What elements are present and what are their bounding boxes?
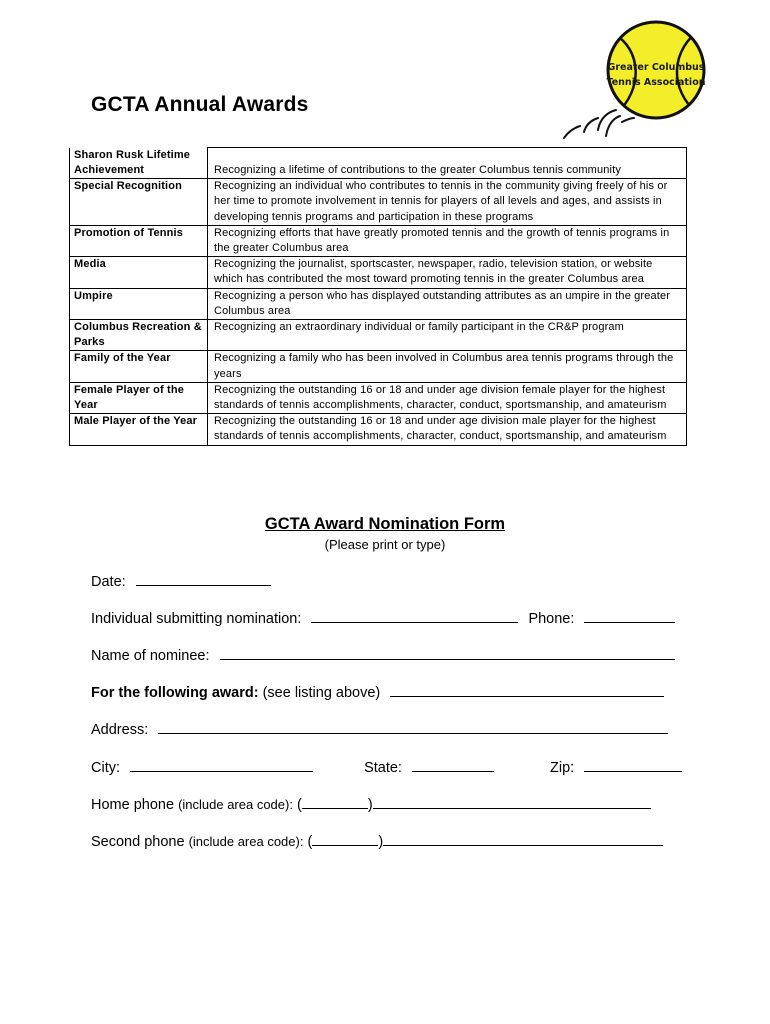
home-paren-open: ( bbox=[297, 797, 302, 813]
second-phone-label: Second phone bbox=[91, 834, 185, 850]
award-row bbox=[70, 288, 687, 319]
award-description: Recognizing the outstanding 16 or 18 and under age division female player for the highest standards of tennis accomplishments, character, conduct, sportsmanship, and amateurism bbox=[208, 382, 687, 413]
award-label-note: (see listing above) bbox=[262, 685, 381, 701]
award-row bbox=[91, 683, 664, 701]
logo-line-2: Tennis Association bbox=[606, 77, 706, 88]
award-name: Media bbox=[70, 257, 208, 288]
award-name: Columbus Recreation & Parks bbox=[70, 320, 208, 351]
award-description: Recognizing an extraordinary individual or family participant in the CR&P program bbox=[208, 320, 687, 351]
second-phone-note: (include area code): bbox=[188, 834, 304, 849]
award-description: Recognizing a lifetime of contributions to the greater Columbus tennis community bbox=[214, 164, 621, 176]
award-field[interactable] bbox=[390, 683, 664, 697]
nominee-row bbox=[91, 646, 675, 664]
second-phone-row bbox=[91, 832, 663, 850]
submitter-field[interactable] bbox=[311, 609, 518, 623]
home-phone-note: (include area code): bbox=[178, 797, 293, 812]
award-row bbox=[70, 257, 687, 288]
form-title: GCTA Award Nomination Form bbox=[264, 515, 506, 533]
awards-table bbox=[69, 147, 687, 446]
address-label: Address: bbox=[91, 722, 149, 738]
city-field[interactable] bbox=[130, 758, 313, 772]
gcta-logo bbox=[556, 14, 716, 144]
award-name: Male Player of the Year bbox=[70, 414, 208, 445]
award-row bbox=[70, 179, 687, 226]
logo-line-1: Greater Columbus bbox=[607, 62, 705, 73]
award-name: Umpire bbox=[70, 288, 208, 319]
home-phone-label: Home phone bbox=[91, 797, 175, 813]
award-row bbox=[70, 414, 687, 445]
award-name: Female Player of the Year bbox=[70, 382, 208, 413]
award-name: Family of the Year bbox=[70, 351, 208, 382]
award-row bbox=[70, 225, 687, 256]
award-row bbox=[70, 320, 687, 351]
award-name: Promotion of Tennis bbox=[70, 225, 208, 256]
award-description: Recognizing the journalist, sportscaster, newspaper, radio, television station, or website which has contributed the most toward promoting tennis in the greater Columbus area bbox=[208, 257, 687, 288]
date-label: Date: bbox=[91, 574, 126, 590]
second-area-code-field[interactable] bbox=[312, 832, 378, 846]
home-area-code-field[interactable] bbox=[302, 795, 368, 809]
award-label: For the following award: bbox=[91, 685, 259, 701]
state-field[interactable] bbox=[412, 758, 494, 772]
second-phone-field[interactable] bbox=[383, 832, 663, 846]
motion-lines-icon bbox=[564, 110, 634, 138]
address-row bbox=[91, 720, 668, 738]
home-phone-field[interactable] bbox=[373, 795, 651, 809]
award-description: Recognizing an individual who contributes to tennis in the community giving freely of his or her time to promote involvement in tennis for players of all levels and ages, and assists in developing tennis programs and participation in these programs bbox=[208, 179, 687, 226]
state-label: State: bbox=[364, 760, 402, 776]
award-description: Recognizing efforts that have greatly promoted tennis and the growth of tennis programs in the greater Columbus area bbox=[208, 225, 687, 256]
home-phone-row bbox=[91, 795, 651, 813]
award-description-cell bbox=[208, 148, 687, 179]
zip-field[interactable] bbox=[584, 758, 682, 772]
award-name: Special Recognition bbox=[70, 179, 208, 226]
nominee-field[interactable] bbox=[220, 646, 675, 660]
award-row bbox=[70, 148, 687, 179]
award-row bbox=[70, 351, 687, 382]
submitter-row bbox=[91, 609, 675, 627]
city-label: City: bbox=[91, 760, 120, 776]
address-field[interactable] bbox=[158, 720, 668, 734]
home-paren-close: ) bbox=[367, 797, 373, 813]
nominee-label: Name of nominee: bbox=[91, 648, 210, 664]
award-description: Recognizing a family who has been involved in Columbus area tennis programs through the years bbox=[208, 351, 687, 382]
award-name: Sharon Rusk Lifetime Achievement bbox=[70, 148, 208, 179]
second-paren-close: ) bbox=[378, 834, 384, 850]
zip-label: Zip: bbox=[550, 760, 575, 776]
page-title: GCTA Annual Awards bbox=[91, 93, 309, 116]
award-row bbox=[70, 382, 687, 413]
award-description: Recognizing the outstanding 16 or 18 and under age division male player for the highest standards of tennis accomplishments, character, conduct, sportsmanship, and amateurism bbox=[208, 414, 687, 445]
date-field[interactable] bbox=[136, 572, 271, 586]
date-row bbox=[91, 572, 271, 590]
phone-label: Phone: bbox=[528, 611, 575, 627]
submitter-label: Individual submitting nomination: bbox=[91, 611, 302, 627]
award-description: Recognizing a person who has displayed outstanding attributes as an umpire in the greater Columbus area bbox=[208, 288, 687, 319]
phone-field[interactable] bbox=[584, 609, 675, 623]
form-subtitle: (Please print or type) bbox=[324, 537, 446, 552]
city-row bbox=[91, 758, 682, 776]
second-paren-open: ( bbox=[307, 834, 313, 850]
